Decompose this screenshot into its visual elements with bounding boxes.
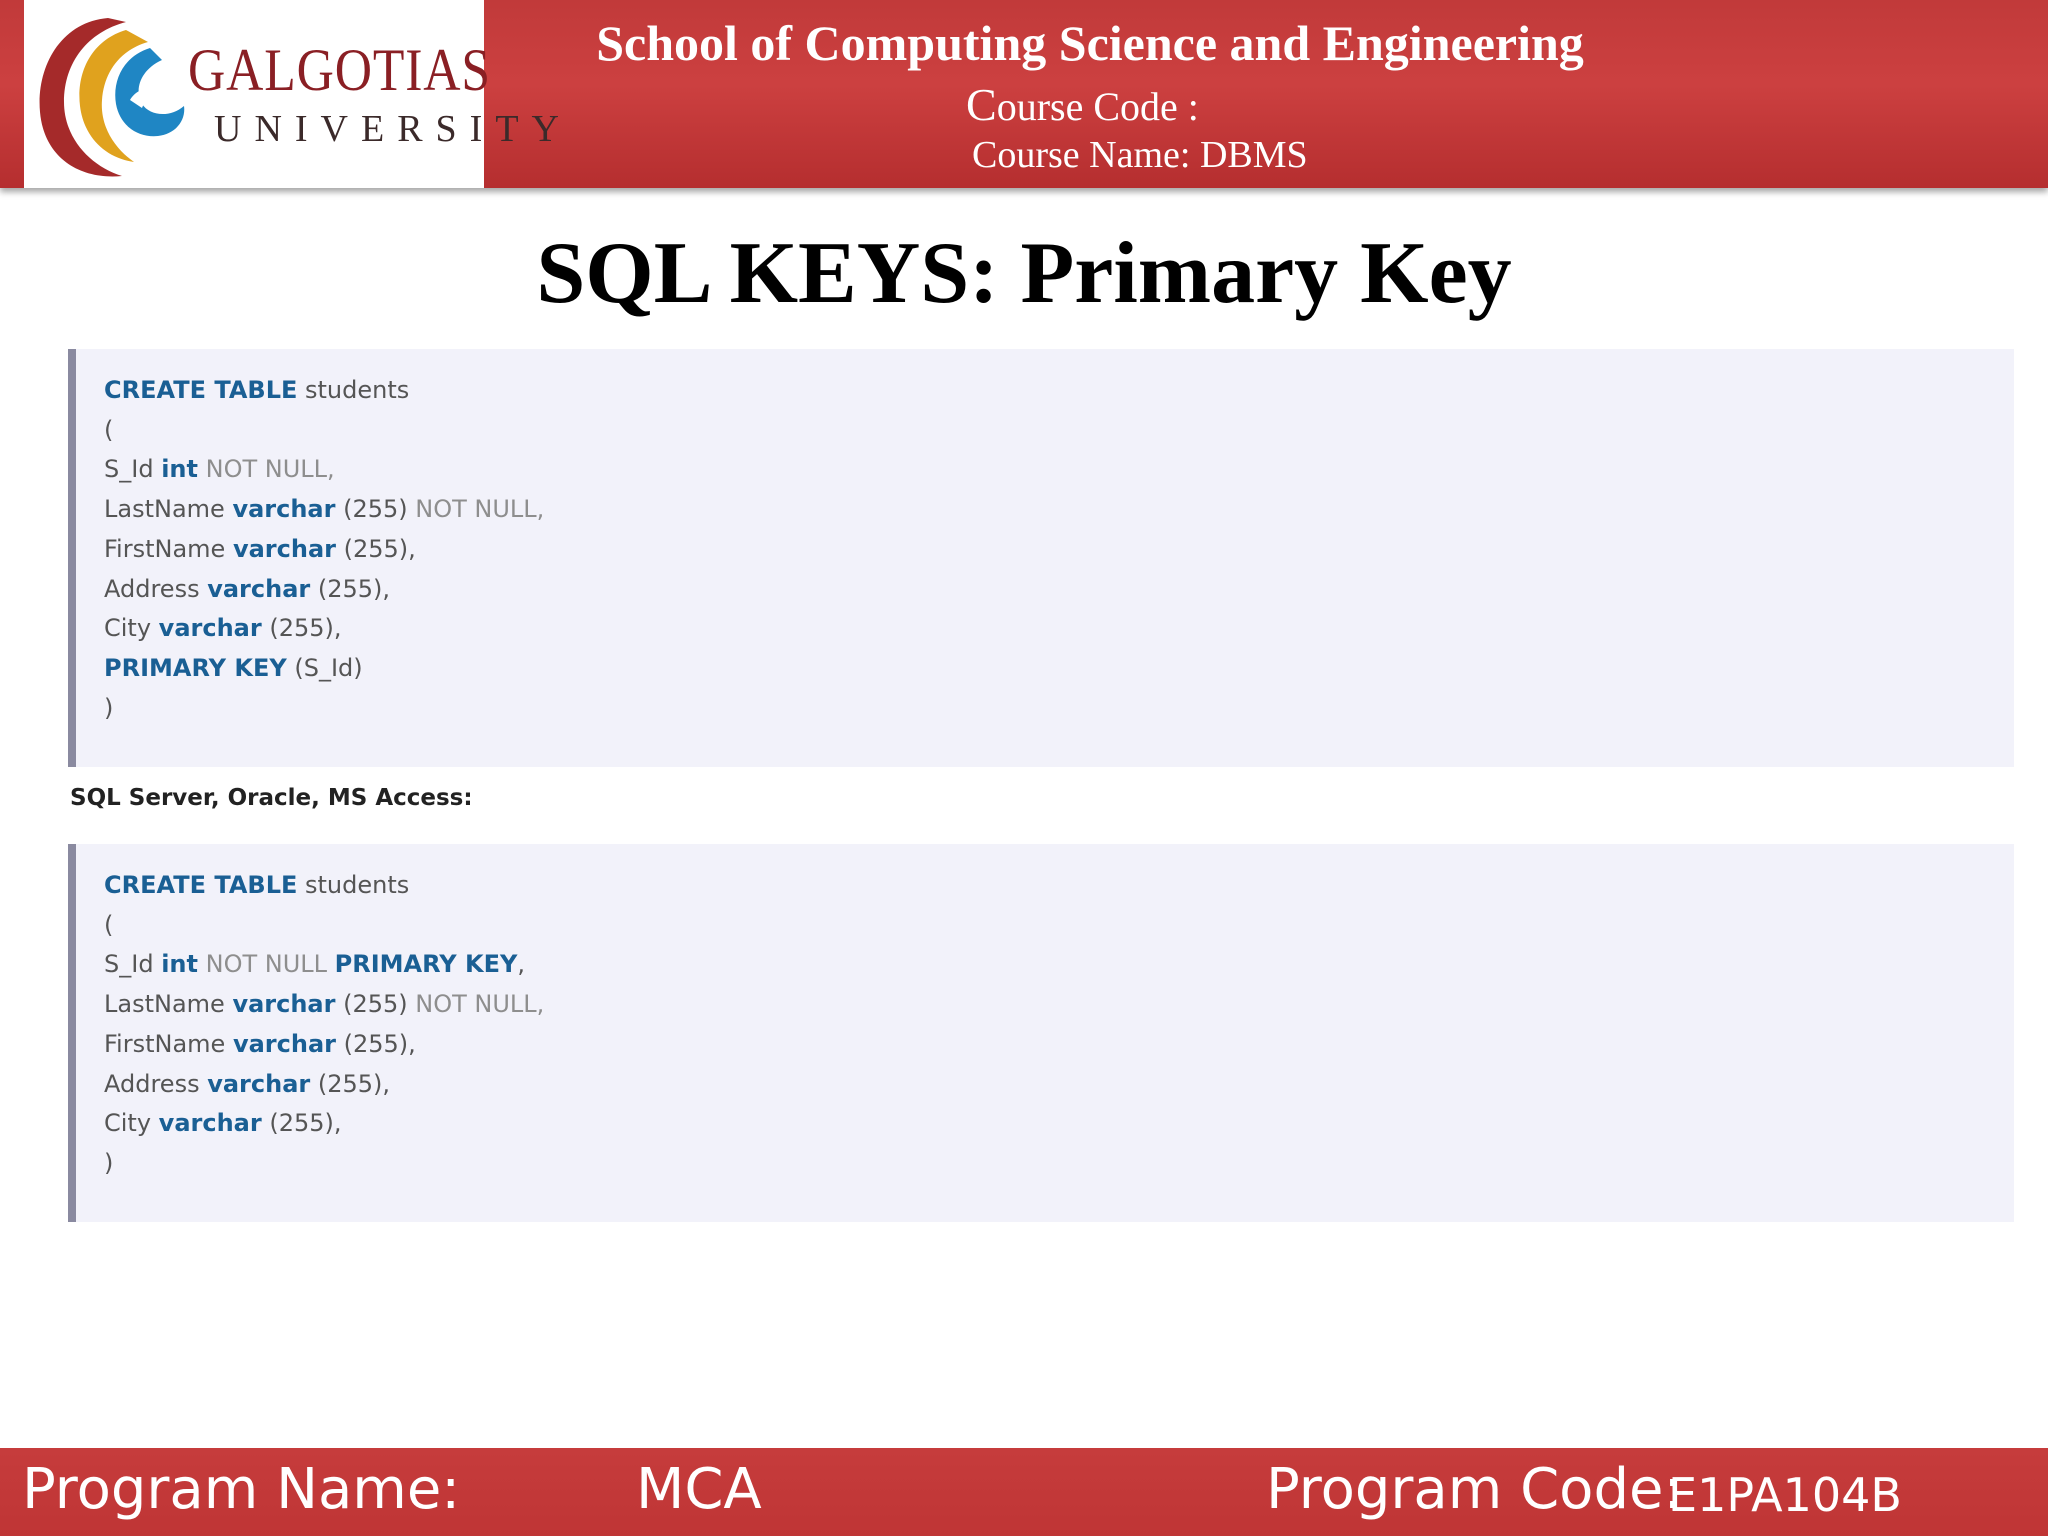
code-line: LastName varchar (255) NOT NULL, <box>104 990 545 1019</box>
code-line: Address varchar (255), <box>104 1069 391 1098</box>
code-line: ( <box>104 415 114 444</box>
program-code-value: E1PA104B <box>1668 1468 1902 1522</box>
course-code-initial: C <box>966 79 997 130</box>
code-line: ) <box>104 693 114 722</box>
slide-header <box>0 0 2048 188</box>
code-line: CREATE TABLE students <box>104 376 410 404</box>
program-name-value: MCA <box>636 1457 762 1522</box>
program-code-label: Program Code: <box>1266 1457 1683 1522</box>
code-line: City varchar (255), <box>104 1109 342 1138</box>
code-line: FirstName varchar (255), <box>104 1029 416 1058</box>
school-name: School of Computing Science and Engineering <box>596 15 1584 71</box>
course-code <box>966 79 1199 130</box>
university-logo <box>24 0 572 188</box>
course-name: Course Name: DBMS <box>972 134 1308 176</box>
code-line: S_Id int NOT NULL PRIMARY KEY, <box>104 950 526 979</box>
code-line: FirstName varchar (255), <box>104 534 416 563</box>
dialect-subheading: SQL Server, Oracle, MS Access: <box>70 785 473 811</box>
code-block-mysql <box>68 349 2014 767</box>
code-line: PRIMARY KEY (S_Id) <box>104 653 363 682</box>
program-name-label: Program Name: <box>22 1457 461 1522</box>
logo-wordmark: GALGOTIAS <box>188 37 491 103</box>
slide-title: SQL KEYS: Primary Key <box>536 225 1512 322</box>
slide-footer <box>0 1448 2048 1536</box>
code-line: ) <box>104 1148 114 1177</box>
code-block-sqlserver <box>68 844 2014 1222</box>
course-code-rest: ourse Code : <box>996 84 1199 129</box>
code-line: Address varchar (255), <box>104 574 391 603</box>
logo-subtext: UNIVERSITY <box>214 108 572 150</box>
code-line: CREATE TABLE students <box>104 871 410 899</box>
galgotias-logo-icon <box>30 8 190 184</box>
code-line: ( <box>104 910 114 939</box>
code-line: LastName varchar (255) NOT NULL, <box>104 495 545 524</box>
code-line: City varchar (255), <box>104 614 342 643</box>
code-line: S_Id int NOT NULL, <box>104 455 335 484</box>
